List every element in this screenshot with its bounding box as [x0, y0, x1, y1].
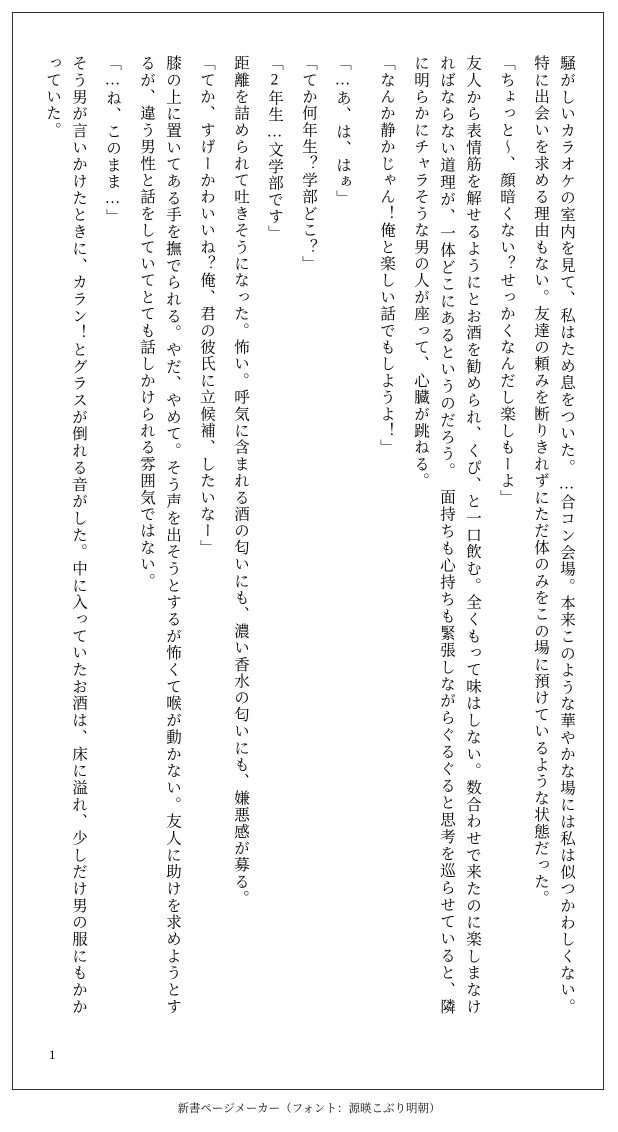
text-column: 「…あ、は、はぁ」 — [334, 55, 351, 207]
text-column: 「なんか静かじゃん！俺と楽しい話でもしようよ！」 — [378, 55, 395, 456]
column-spacer — [125, 55, 133, 1015]
text-column: そう男が言いかけたときに、カラン！とグラスが倒れる音がした。中に入っていたお酒は、床に溢れ、少しだけ男の服にもかかっていた。 — [44, 55, 87, 1015]
column-spacer — [485, 55, 493, 1015]
column-spacer — [519, 55, 527, 1015]
block-gap — [355, 55, 373, 56]
text-column: 「てか、すげーかわいいね？俺、君の彼氏に立候補、したいなー」 — [198, 55, 215, 556]
column-spacer — [399, 55, 407, 1015]
text-column: 友人から表情筋を解せるようにとお酒を勧められ、くぴ、と一口飲む。全くもって味はしない。数合わせで来たのに楽しまなければならない道理が、一体どこにあるというのだろう。 面持ちも心持ちも緊張しながらぐるぐると思考を巡らせていると、隣に明らかにチャラそうな男の人が座って、心臓が跳ねる。 — [412, 55, 481, 1015]
column-spacer — [287, 55, 295, 1015]
text-block-right — [373, 55, 579, 1015]
column-spacer — [219, 55, 227, 1015]
text-column: 「2年生…文学部です」 — [266, 55, 283, 242]
column-spacer — [253, 55, 261, 1015]
page-number: 1 — [49, 1047, 56, 1062]
text-column: 騒がしいカラオケの室内を見て、私はため息をついた。…合コン会場。本来このような華やかな場には私は似つかわしくない。特に出会いを求める理由もない。友達の頼みを断りきれずにただ体のみをこの場に預けているような状態だった。 — [532, 55, 575, 1015]
text-column: 「てか何年生？学部どこ？」 — [300, 55, 317, 273]
text-column: 膝の上に置いてある手を撫でられる。やだ、やめて。そう声を出そうとするが怖くて喉が動かない。友人に助けを求めようとするが、違う男性と話をしていてとても話しかけられる雰囲気ではない。 — [138, 55, 181, 1015]
text-column: 「…ね、このまま…」 — [104, 55, 121, 225]
novel-page — [12, 12, 604, 1090]
text-column: 距離を詰められて吐きそうになった。怖い。呼気に含まれる酒の匂いにも、濃い香水の匂いにも、嫌悪感が募る。 — [232, 55, 249, 907]
column-spacer — [185, 55, 193, 1015]
column-spacer — [321, 55, 329, 1015]
vertical-text-area — [39, 55, 579, 1015]
text-block-left — [39, 55, 355, 1015]
column-spacer — [91, 55, 99, 1015]
text-column: 「ちょっと〜、顔暗くない？せっかくなんだし楽しもーよ」 — [498, 55, 515, 506]
footer-credit: 新書ページメーカー（フォント：源暎こぶり明朝） — [177, 1103, 441, 1115]
